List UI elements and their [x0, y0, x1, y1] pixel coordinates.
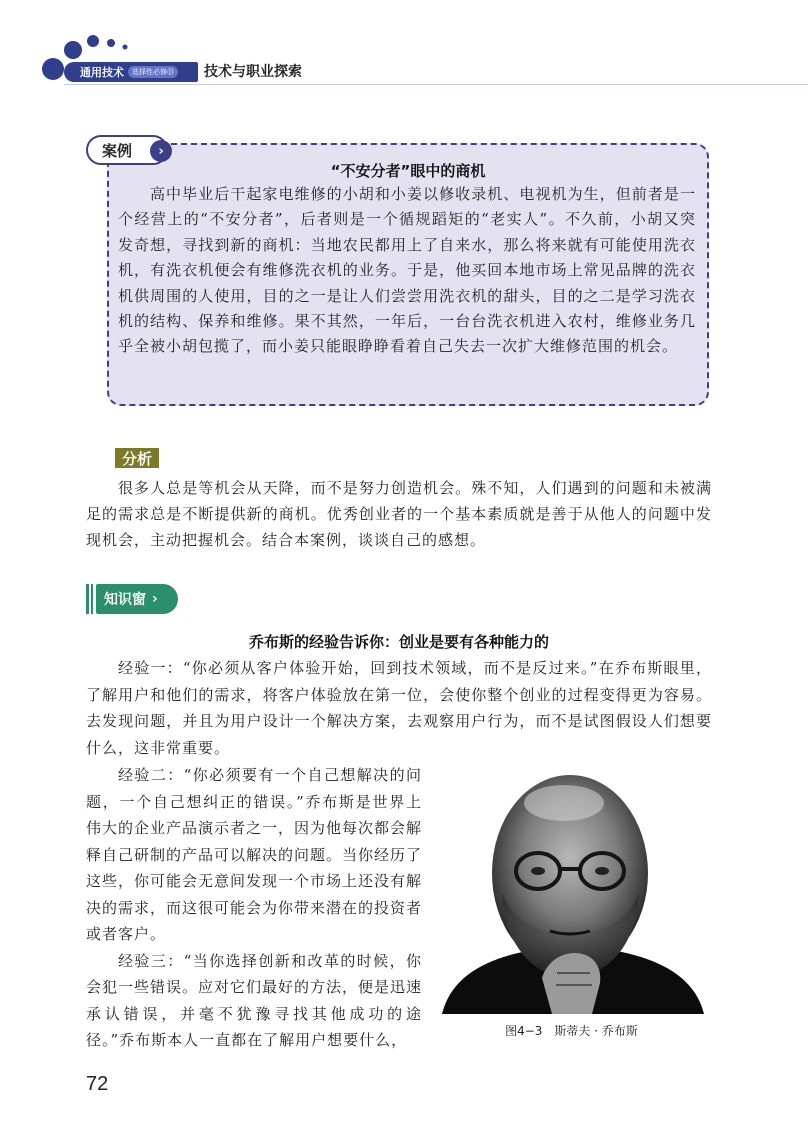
- series-badge: [64, 62, 198, 82]
- case-tag-label: 案例: [86, 135, 168, 165]
- case-body: 高中毕业后干起家电维修的小胡和小姜以修收录机、电视机为生，但前者是一个经营上的“不安分者”，后者则是一个循规蹈矩的“老实人”。不久前，小胡又突发奇想，寻找到新的商机：当地农民都用上了自来水，那么将来就有可能使用洗衣机，有洗衣机便会有维修洗衣机的业务。于是，他买回本地市场上常见品牌的洗衣机供周围的人使用，目的之一是让人们尝尝用洗衣机的甜头，目的之二是学习洗衣机的结构、保养和维修。果不其然，一年后，一台台洗衣机进入农村，维修业务几乎全被小胡包揽了，而小姜只能眼睁睁看着自己失去一次扩大维修范围的机会。: [118, 185, 696, 356]
- experience-column: [86, 762, 422, 1054]
- experience-three: 经验三：“当你选择创新和改革的时候，你会犯一些错误。应对它们最好的方法，便是迅速承认错误，并毫不犹豫寻找其他成功的途径。”乔布斯本人一直都在了解用户想要什么，: [86, 951, 423, 1049]
- experience-two: 经验二：“你必须要有一个自己想解决的问题，一个自己想纠正的错误。”乔布斯是世界上伟大的企业产品演示者之一，因为他每次都会解释自己研制的产品可以解决的问题。当你经历了这些，你可能会无意间发现一个市场上还没有解决的需求，而这很可能会为你带来潜在的投资者或者客户。: [86, 766, 423, 943]
- knowledge-window-label-container: [96, 584, 178, 614]
- analysis-body: 很多人总是等机会从天降，而不是努力创造机会。殊不知，人们遇到的问题和未被满足的需求总是不断提供新的商机。优秀创业者的一个基本素质就是善于从他人的问题中发现机会，主动把握机会。结合本案例，谈谈自己的感想。: [86, 479, 712, 549]
- portrait-photo: [432, 773, 711, 1014]
- tag-stripe: [86, 584, 89, 614]
- series-sub-label: 选择性必修⑬: [128, 66, 178, 78]
- page-number: 72: [86, 1073, 109, 1095]
- knowledge-window-tag: [86, 584, 178, 614]
- tag-stripe: [91, 584, 93, 614]
- figure-caption: 图4−3 斯蒂夫 · 乔布斯: [505, 1024, 638, 1038]
- chevron-right-icon: ›: [150, 140, 172, 162]
- book-title: 技术与职业探索: [204, 64, 302, 80]
- analysis-tag: 分析: [115, 448, 159, 468]
- header-divider: [64, 84, 808, 85]
- knowledge-window-label: 知识窗: [104, 592, 146, 608]
- section-title: 乔布斯的经验告诉你：创业是要有各种能力的: [248, 633, 549, 651]
- series-label: 通用技术: [80, 66, 124, 79]
- chevron-right-icon: ›: [152, 591, 158, 607]
- experience-one: 经验一：“你必须从客户体验开始，回到技术领域，而不是反过来。”在乔布斯眼里，了解用户和他们的需求，将客户体验放在第一位，会使你整个创业的过程变得更为容易。去发现问题，并且为用户设计一个解决方案，去观察用户行为，而不是试图假设人们想要什么，这非常重要。: [86, 659, 712, 757]
- case-title: “不安分者”眼中的商机: [330, 162, 486, 180]
